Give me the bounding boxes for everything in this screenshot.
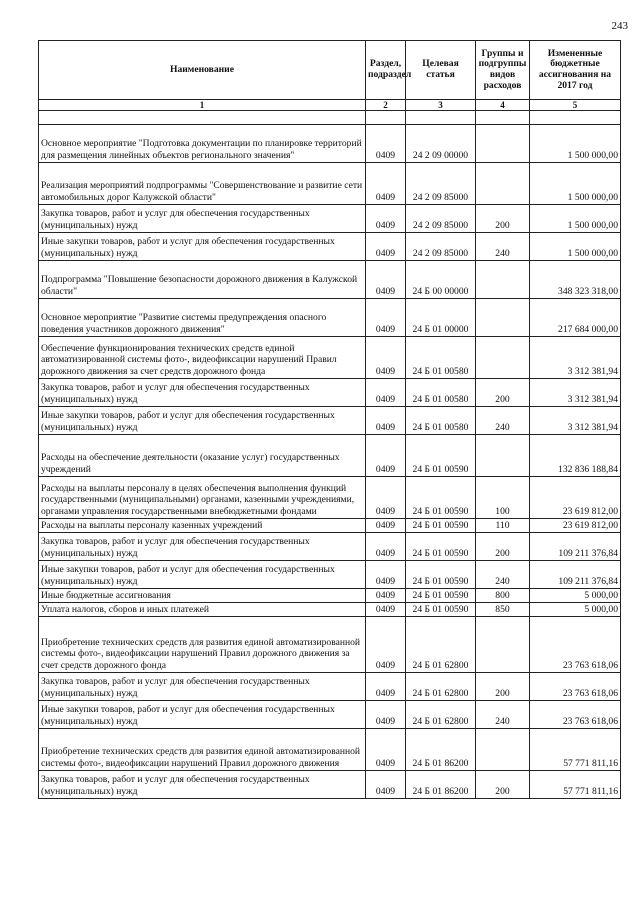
row-razdel: 0409: [366, 205, 406, 233]
row-name: Закупка товаров, работ и услуг для обеспечения государственных (муниципальных) нужд: [39, 771, 366, 799]
row-target-article: 24 2 09 85000: [406, 205, 476, 233]
row-expense-group: [476, 261, 530, 299]
row-amount: 23 763 618,06: [530, 673, 621, 701]
row-amount: 23 763 618,06: [530, 701, 621, 729]
row-amount: 23 763 618,06: [530, 617, 621, 673]
row-expense-group: 200: [476, 205, 530, 233]
page-number: 243: [611, 20, 628, 32]
row-target-article: 24 Б 01 00590: [406, 519, 476, 533]
row-expense-group: 240: [476, 407, 530, 435]
row-razdel: 0409: [366, 337, 406, 379]
row-name: Расходы на выплаты персоналу казенных учреждений: [39, 519, 366, 533]
row-target-article: 24 Б 01 00590: [406, 589, 476, 603]
row-razdel: 0409: [366, 771, 406, 799]
table-row: [39, 379, 621, 407]
row-amount: 1 500 000,00: [530, 205, 621, 233]
spacer-row: [39, 111, 621, 125]
table-row: [39, 673, 621, 701]
row-name: Иные закупки товаров, работ и услуг для обеспечения государственных (муниципальных) нужд: [39, 233, 366, 261]
row-name: Закупка товаров, работ и услуг для обеспечения государственных (муниципальных) нужд: [39, 533, 366, 561]
row-target-article: 24 Б 01 62800: [406, 701, 476, 729]
table-row: [39, 337, 621, 379]
row-razdel: 0409: [366, 519, 406, 533]
table-row: [39, 299, 621, 337]
row-target-article: 24 2 09 85000: [406, 163, 476, 205]
table-body: [39, 111, 621, 799]
row-name: Обеспечение функционирования технических средств единой автоматизированной системы фото-, видеофиксации нарушений Правил дорожного движения за счет средств дорожного фонда: [39, 337, 366, 379]
row-target-article: 24 2 09 00000: [406, 125, 476, 163]
row-razdel: 0409: [366, 299, 406, 337]
row-expense-group: [476, 299, 530, 337]
table-row: [39, 533, 621, 561]
row-expense-group: 240: [476, 701, 530, 729]
row-amount: 57 771 811,16: [530, 771, 621, 799]
row-expense-group: 200: [476, 673, 530, 701]
row-amount: 1 500 000,00: [530, 125, 621, 163]
row-amount: 5 000,00: [530, 603, 621, 617]
table-row: [39, 163, 621, 205]
header-name: Наименование: [39, 41, 366, 100]
column-number: 4: [476, 100, 530, 111]
budget-table: [38, 40, 621, 799]
row-expense-group: 200: [476, 771, 530, 799]
row-expense-group: [476, 337, 530, 379]
column-number: 1: [39, 100, 366, 111]
row-name: Закупка товаров, работ и услуг для обеспечения государственных (муниципальных) нужд: [39, 205, 366, 233]
row-expense-group: 100: [476, 477, 530, 519]
column-number: 2: [366, 100, 406, 111]
table-row: [39, 407, 621, 435]
row-name: Основное мероприятие "Развитие системы предупреждения опасного поведения участников дорожного движения": [39, 299, 366, 337]
column-number-row: [39, 100, 621, 111]
row-amount: 217 684 000,00: [530, 299, 621, 337]
row-expense-group: [476, 163, 530, 205]
row-target-article: 24 2 09 85000: [406, 233, 476, 261]
row-expense-group: [476, 435, 530, 477]
row-razdel: 0409: [366, 379, 406, 407]
row-name: Иные бюджетные ассигнования: [39, 589, 366, 603]
row-amount: 5 000,00: [530, 589, 621, 603]
row-name: Приобретение технических средств для развития единой автоматизированной системы фото-, видеофиксации нарушений Правил дорожного движения за счет средств дорожного фонда: [39, 617, 366, 673]
row-expense-group: [476, 125, 530, 163]
row-target-article: 24 Б 01 62800: [406, 673, 476, 701]
row-name: Основное мероприятие "Подготовка документации по планировке территорий для размещения линейных объектов регионального значения": [39, 125, 366, 163]
row-name: Расходы на выплаты персоналу в целях обеспечения выполнения функций государственными (муниципальными) органами, казенными учреждениями, органами управления государственными внебюджетными фондами: [39, 477, 366, 519]
row-name: Закупка товаров, работ и услуг для обеспечения государственных (муниципальных) нужд: [39, 673, 366, 701]
table-row: [39, 477, 621, 519]
table-row: [39, 701, 621, 729]
row-amount: 23 619 812,00: [530, 477, 621, 519]
table-row: [39, 261, 621, 299]
row-target-article: 24 Б 01 00580: [406, 407, 476, 435]
row-expense-group: 200: [476, 533, 530, 561]
header-group: Группы и подгруппы видов расходов: [476, 41, 530, 100]
row-name: Иные закупки товаров, работ и услуг для обеспечения государственных (муниципальных) нужд: [39, 701, 366, 729]
table-row: [39, 771, 621, 799]
row-expense-group: 240: [476, 233, 530, 261]
row-target-article: 24 Б 01 00000: [406, 299, 476, 337]
header-target: Целевая статья: [406, 41, 476, 100]
row-target-article: 24 Б 01 00590: [406, 477, 476, 519]
table-row: [39, 589, 621, 603]
row-amount: 1 500 000,00: [530, 233, 621, 261]
row-razdel: 0409: [366, 477, 406, 519]
row-target-article: 24 Б 01 00590: [406, 603, 476, 617]
row-razdel: 0409: [366, 435, 406, 477]
table-row: [39, 233, 621, 261]
row-name: Расходы на обеспечение деятельности (оказание услуг) государственных учреждений: [39, 435, 366, 477]
row-target-article: 24 Б 00 00000: [406, 261, 476, 299]
row-amount: 132 836 188,84: [530, 435, 621, 477]
row-amount: 348 323 318,00: [530, 261, 621, 299]
row-amount: 109 211 376,84: [530, 561, 621, 589]
table-row: [39, 729, 621, 771]
row-name: Подпрограмма "Повышение безопасности дорожного движения в Калужской области": [39, 261, 366, 299]
table-row: [39, 519, 621, 533]
row-razdel: 0409: [366, 701, 406, 729]
table-row: [39, 435, 621, 477]
row-amount: 23 619 812,00: [530, 519, 621, 533]
column-number: 5: [530, 100, 621, 111]
row-razdel: 0409: [366, 673, 406, 701]
row-razdel: 0409: [366, 261, 406, 299]
row-target-article: 24 Б 01 00590: [406, 533, 476, 561]
table-row: [39, 205, 621, 233]
header-amount: Измененные бюджетные ассигнования на 2017 год: [530, 41, 621, 100]
row-expense-group: [476, 729, 530, 771]
row-target-article: 24 Б 01 86200: [406, 771, 476, 799]
row-target-article: 24 Б 01 00590: [406, 435, 476, 477]
row-expense-group: 110: [476, 519, 530, 533]
row-amount: 3 312 381,94: [530, 379, 621, 407]
row-razdel: 0409: [366, 603, 406, 617]
table-row: [39, 125, 621, 163]
row-razdel: 0409: [366, 163, 406, 205]
row-name: Реализация мероприятий подпрограммы "Совершенствование и развитие сети автомобильных дорог Калужской области": [39, 163, 366, 205]
row-razdel: 0409: [366, 589, 406, 603]
row-amount: 1 500 000,00: [530, 163, 621, 205]
row-razdel: 0409: [366, 407, 406, 435]
row-razdel: 0409: [366, 233, 406, 261]
row-amount: 3 312 381,94: [530, 337, 621, 379]
row-amount: 3 312 381,94: [530, 407, 621, 435]
table-row: [39, 561, 621, 589]
row-target-article: 24 Б 01 00580: [406, 337, 476, 379]
row-expense-group: 240: [476, 561, 530, 589]
row-razdel: 0409: [366, 617, 406, 673]
row-target-article: 24 Б 01 62800: [406, 617, 476, 673]
row-razdel: 0409: [366, 729, 406, 771]
table-header: [39, 41, 621, 111]
header-razdel: Раздел, подраздел: [366, 41, 406, 100]
row-name: Уплата налогов, сборов и иных платежей: [39, 603, 366, 617]
row-name: Приобретение технических средств для развития единой автоматизированной системы фото-, видеофиксации нарушений Правил дорожного движения: [39, 729, 366, 771]
column-number: 3: [406, 100, 476, 111]
row-razdel: 0409: [366, 561, 406, 589]
row-target-article: 24 Б 01 00590: [406, 561, 476, 589]
row-name: Закупка товаров, работ и услуг для обеспечения государственных (муниципальных) нужд: [39, 379, 366, 407]
row-expense-group: [476, 617, 530, 673]
row-amount: 109 211 376,84: [530, 533, 621, 561]
table-row: [39, 603, 621, 617]
table-row: [39, 617, 621, 673]
row-razdel: 0409: [366, 533, 406, 561]
row-razdel: 0409: [366, 125, 406, 163]
row-expense-group: 200: [476, 379, 530, 407]
row-name: Иные закупки товаров, работ и услуг для обеспечения государственных (муниципальных) нужд: [39, 407, 366, 435]
row-name: Иные закупки товаров, работ и услуг для обеспечения государственных (муниципальных) нужд: [39, 561, 366, 589]
row-expense-group: 800: [476, 589, 530, 603]
row-amount: 57 771 811,16: [530, 729, 621, 771]
row-expense-group: 850: [476, 603, 530, 617]
row-target-article: 24 Б 01 86200: [406, 729, 476, 771]
row-target-article: 24 Б 01 00580: [406, 379, 476, 407]
